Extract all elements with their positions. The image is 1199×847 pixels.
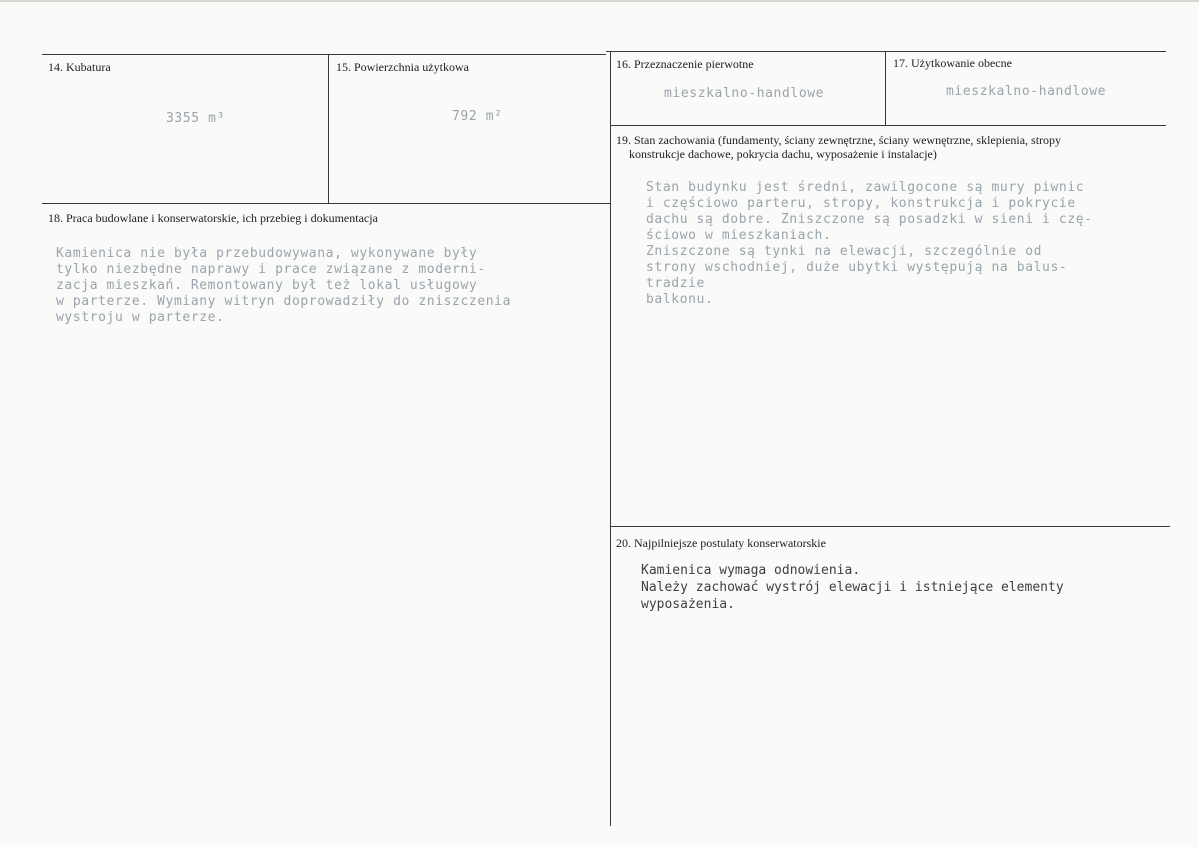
field-18-label: 18. Praca budowlane i konserwatorskie, ich przebieg i dokumentacja <box>48 211 378 225</box>
row1-top-line-right <box>606 51 1166 52</box>
field-19-line: i częściowo parteru, stropy, konstrukcja i pokrycie <box>646 196 1076 211</box>
field-18-line: w parterze. Wymiany witryn doprowadziły do zniszczenia <box>56 294 512 309</box>
field-19-line: tradzie <box>646 276 705 291</box>
field-20-line: Kamienica wymaga odnowienia. <box>641 563 861 578</box>
field-19-line: balkonu. <box>646 292 714 307</box>
field-19-line: strony wschodniej, duże ubytki występują na balus- <box>646 260 1068 275</box>
field-16-value: mieszkalno-handlowe <box>664 86 825 101</box>
field-20-text <box>641 562 1064 613</box>
field-14-label: 14. Kubatura <box>48 60 111 74</box>
divider-14-15 <box>328 54 329 204</box>
field-20-line: wyposażenia. <box>641 597 735 612</box>
divider-main <box>610 51 611 826</box>
field-18-text <box>56 246 511 326</box>
field-19-text <box>646 180 1093 308</box>
row1-top-line <box>42 54 606 55</box>
field-19-line: Zniszczone są tynki na elewacji, szczególnie od <box>646 244 1043 259</box>
field-18-line: tylko niezbędne naprawy i prace związane z moderni- <box>56 262 486 277</box>
field-19-label-line2: konstrukcje dachowe, pokrycia dachu, wyposażenie i instalacje) <box>629 147 937 161</box>
row-19-bottom-line <box>610 526 1170 527</box>
field-18-line: wystroju w parterze. <box>56 310 225 325</box>
field-18-line: Kamienica nie była przebudowywana, wykonywane były <box>56 246 478 261</box>
field-14-value: 3355 m³ <box>166 111 225 126</box>
row-16-17-bottom-line <box>610 125 1166 126</box>
field-19-line: dachu są dobre. Zniszczone są posadzki w sieni i czę- <box>646 212 1093 227</box>
field-20-line: Należy zachować wystrój elewacji i istniejące elementy <box>641 580 1064 595</box>
field-17-value: mieszkalno-handlowe <box>946 84 1107 99</box>
page-top-edge <box>0 0 1199 2</box>
field-16-label: 16. Przeznaczenie pierwotne <box>616 57 754 71</box>
divider-16-17 <box>885 51 886 125</box>
field-15-value: 792 m² <box>452 109 503 124</box>
row-14-15-bottom-line <box>42 203 610 204</box>
field-20-label: 20. Najpilniejsze postulaty konserwatorskie <box>616 536 826 550</box>
field-18-line: zacja mieszkań. Remontowany był też lokal usługowy <box>56 278 478 293</box>
field-15-label: 15. Powierzchnia użytkowa <box>336 60 469 74</box>
field-19-label-line1: 19. Stan zachowania (fundamenty, ściany zewnętrzne, ściany wewnętrzne, sklepienia, stropy <box>616 133 1062 147</box>
field-17-label: 17. Użytkowanie obecne <box>893 56 1012 70</box>
field-19-line: ściowo w mieszkaniach. <box>646 228 832 243</box>
field-19-line: Stan budynku jest średni, zawilgocone są mury piwnic <box>646 180 1085 195</box>
